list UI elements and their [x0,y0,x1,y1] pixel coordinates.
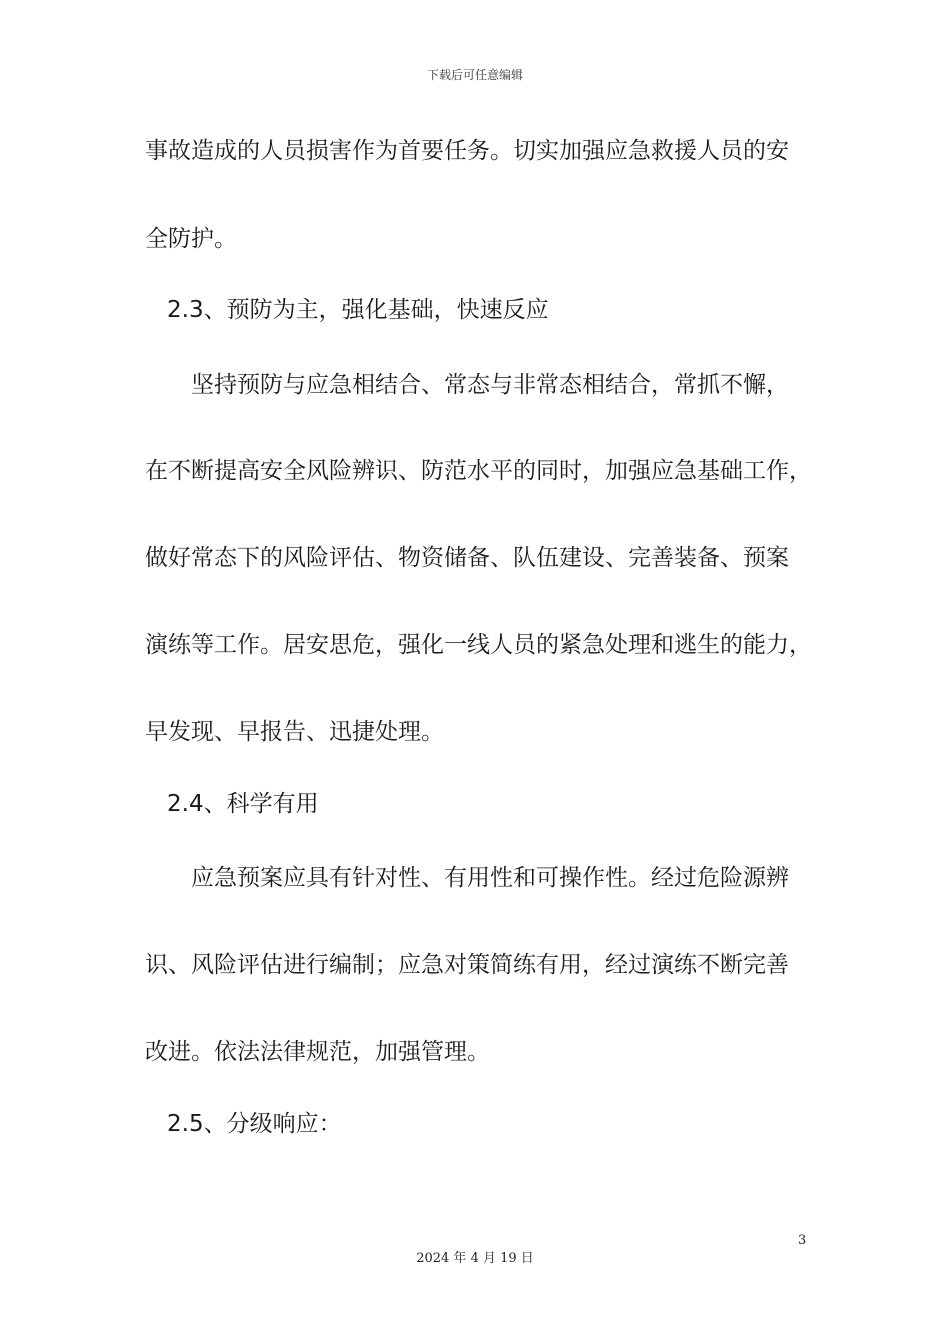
body-line: 演练等工作。居安思危，强化一线人员的紧急处理和逃生的能力， [145,632,812,658]
section-heading-2-3: 2.3、预防为主，强化基础，快速反应 [167,297,549,323]
body-line: 全防护。 [145,226,237,252]
body-line: 改进。依法法律规范，加强管理。 [145,1039,490,1065]
body-line: 早发现、早报告、迅捷处理。 [145,719,444,745]
page-header: 下载后可任意编辑 [426,68,523,82]
footer-date: 2024 年 4 月 19 日 [416,1251,534,1266]
section-heading-2-5: 2.5、分级响应： [167,1111,342,1137]
body-line: 识、风险评估进行编制；应急对策简练有用，经过演练不断完善 [145,952,789,978]
section-heading-2-4: 2.4、科学有用 [167,791,319,817]
body-line: 事故造成的人员损害作为首要任务。切实加强应急救援人员的安 [145,138,789,164]
body-line: 做好常态下的风险评估、物资储备、队伍建设、完善装备、预案 [145,545,789,571]
body-line: 应急预案应具有针对性、有用性和可操作性。经过危险源辨 [191,865,789,891]
body-line: 在不断提高安全风险辨识、防范水平的同时，加强应急基础工作， [145,458,812,484]
body-line: 坚持预防与应急相结合、常态与非常态相结合，常抓不懈， [191,372,789,398]
page-number: 3 [798,1233,807,1248]
